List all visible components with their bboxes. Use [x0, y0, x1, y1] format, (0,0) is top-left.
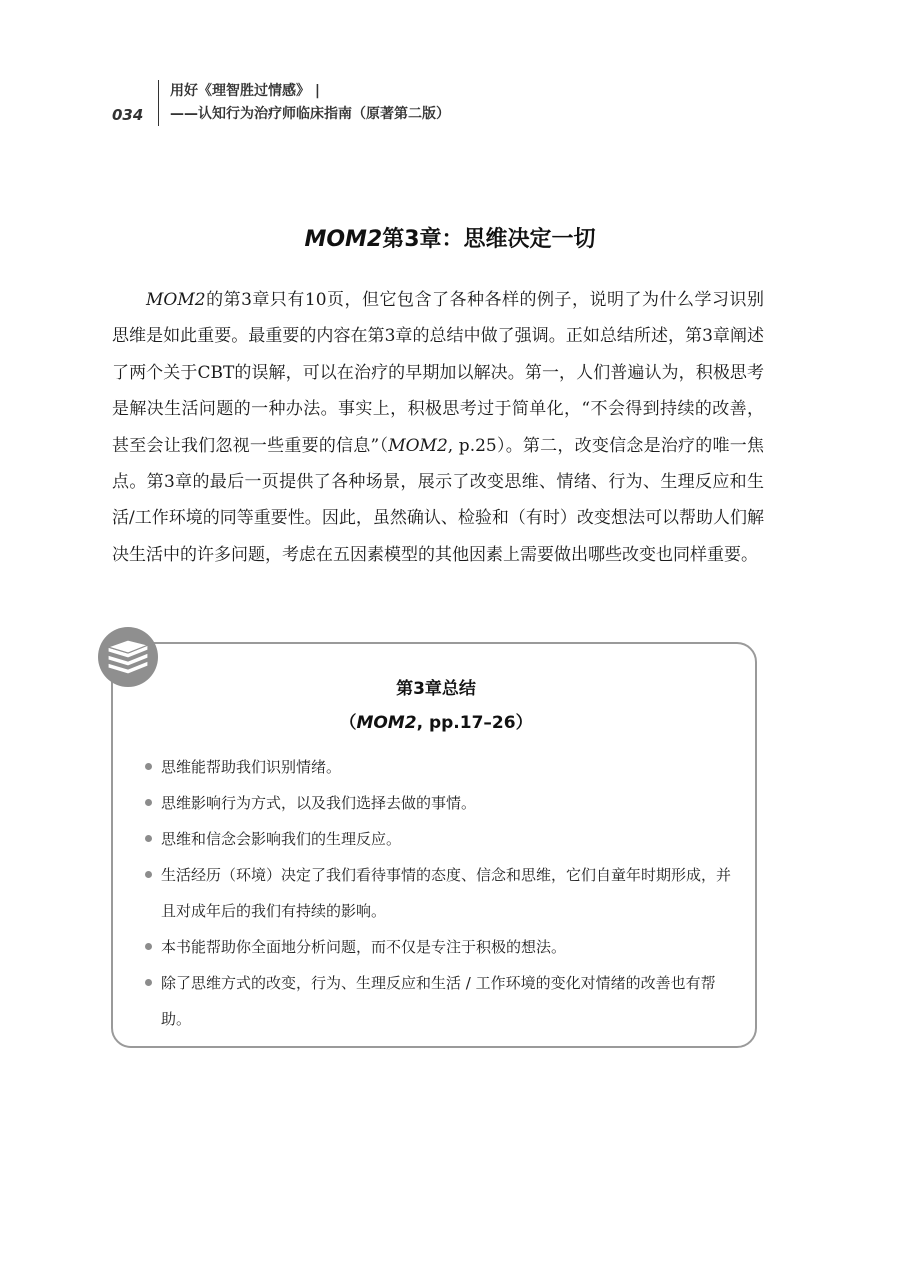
summary-box [111, 642, 757, 1048]
paragraph-1-text-b: , p.25）。第二，改变信念是治疗的唯一焦点。第3章的最后一页提供了各种场景，展示了改变思维、情绪、行为、生理反应和生活/工作环境的同等重要性。因此，虽然确认、检验和（有时）改变想法可以帮助人们解决生活中的许多问题，考虑在五因素模型的其他因素上需要做出哪些改变也同样重要。 [112, 435, 764, 565]
bullet-icon [145, 799, 152, 806]
body-text [112, 282, 764, 573]
bullet-icon [145, 943, 152, 950]
bullet-icon [145, 979, 152, 986]
summary-item: 除了思维方式的改变，行为、生理反应和生活 / 工作环境的变化对情绪的改善也有帮助。 [143, 965, 743, 1037]
header-text [170, 80, 630, 126]
header-title-separator: | [314, 83, 320, 99]
bullet-icon [145, 763, 152, 770]
paragraph-1-text-a: 的第3章只有10页，但它包含了各种各样的例子，说明了为什么学习识别思维是如此重要。最重要的内容在第3章的总结中做了强调。正如总结所述，第3章阐述了两个关于CBT的误解，可以在治疗的早期加以解决。第一，人们普遍认为，积极思考是解决生活问题的一种办法。事实上，积极思考过于简单化，“不会得到持续的改善，甚至会让我们忽视一些重要的信息”（ [112, 290, 764, 456]
summary-reference: （MOM2, pp.17–26） [339, 713, 533, 733]
summary-item: 思维能帮助我们识别情绪。 [143, 749, 743, 785]
section-title-rest: 第3章：思维决定一切 [382, 227, 596, 252]
bullet-icon [145, 871, 152, 878]
header-book-title: 用好《理智胜过情感》 | [170, 83, 320, 99]
summary-item: 思维和信念会影响我们的生理反应。 [143, 821, 743, 857]
summary-item: 本书能帮助你全面地分析问题，而不仅是专注于积极的想法。 [143, 929, 743, 965]
stacked-books-icon [98, 627, 158, 687]
summary-title: 第3章总结 [396, 679, 476, 699]
page-number: 034 [112, 106, 144, 124]
bullet-icon [145, 835, 152, 842]
section-title-italic: MOM2 [304, 227, 383, 252]
header-subtitle: ——认知行为治疗师临床指南（原著第二版） [170, 106, 450, 122]
header-divider [158, 80, 159, 126]
summary-item: 生活经历（环境）决定了我们看待事情的态度、信念和思维，它们自童年时期形成，并且对成年后的我们有持续的影响。 [143, 857, 743, 929]
paragraph-1 [112, 282, 764, 573]
paragraph-1-italic-a: MOM2 [146, 290, 206, 310]
summary-item: 思维影响行为方式，以及我们选择去做的事情。 [143, 785, 743, 821]
section-title [0, 222, 900, 253]
summary-list [143, 749, 743, 1037]
paragraph-1-italic-b: MOM2 [388, 435, 448, 456]
